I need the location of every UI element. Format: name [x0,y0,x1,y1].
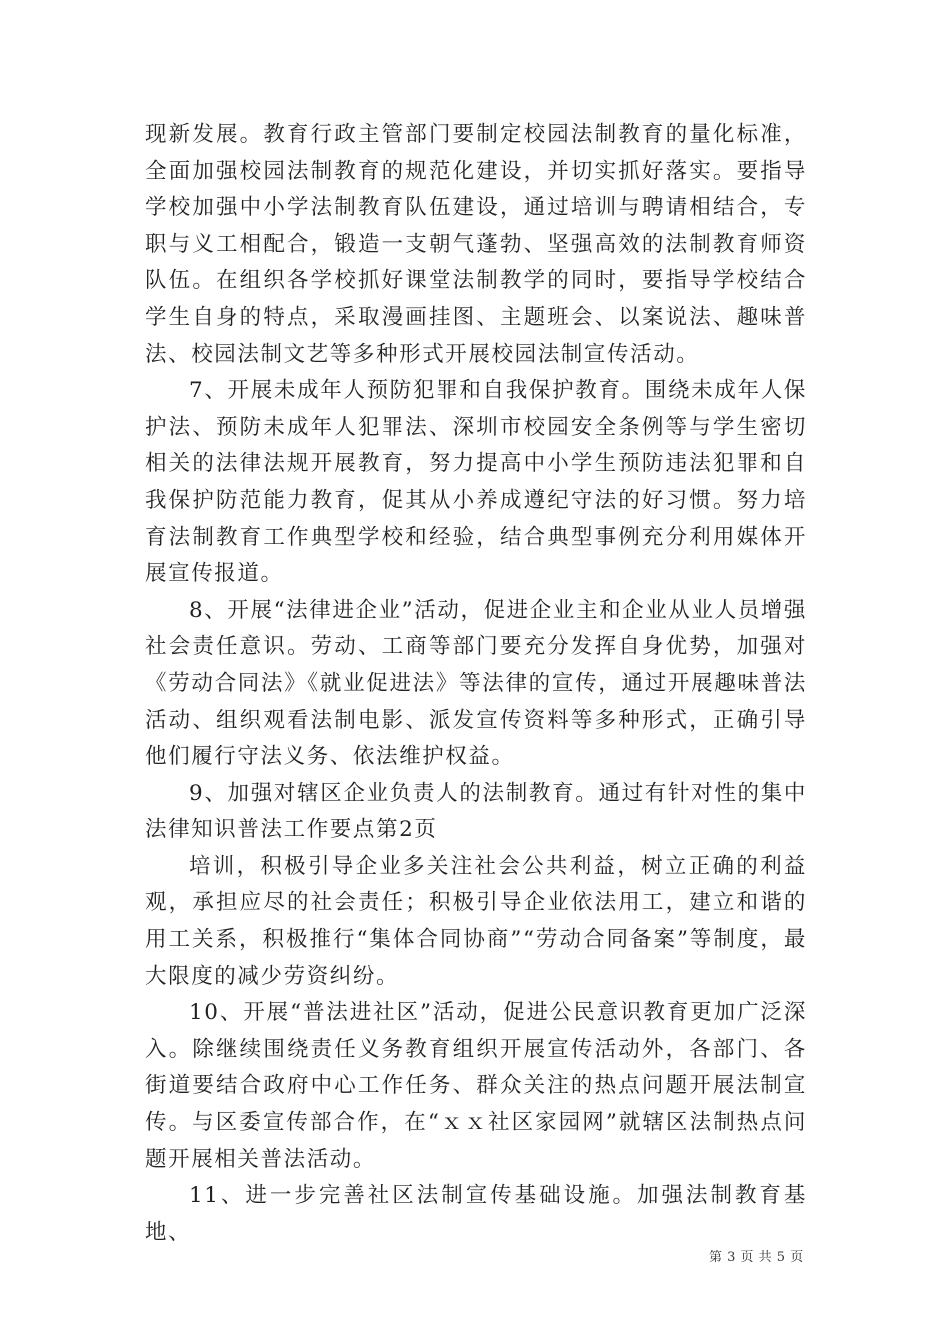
page-number-footer: 第 3 页 共 5 页 [709,1250,804,1265]
paragraph-item-9-continued: 培训，积极引导企业多关注社会公共利益，树立正确的利益观，承担应尽的社会责任；积极引导企业依法用工，建立和谐的用工关系，积极推行“集体合同协商”“劳动合同备案”等制度，最大限度的减少劳资纠纷。 [145,853,807,989]
paragraph-item-11: 11、进一步完善社区法制宣传基础设施。加强法制教育基地、 [145,1183,807,1245]
paragraph-item-10: 10、开展“普法进社区”活动，促进公民意识教育更加广泛深入。除继续围绕责任义务教育组织开展宣传活动外，各部门、各街道要结合政府中心工作任务、群众关注的热点问题开展法制宣传。与区委宣传部合作，在“ｘｘ社区家园网”就辖区法制热点问题开展相关普法活动。 [145,1000,807,1172]
paragraph-continuation: 现新发展。教育行政主管部门要制定校园法制教育的量化标准，全面加强校园法制教育的规范化建设，并切实抓好落实。要指导学校加强中小学法制教育队伍建设，通过培训与聘请相结合，专职与义工相配合，锻造一支朝气蓬勃、坚强高效的法制教育师资队伍。在组织各学校抓好课堂法制教学的同时，要指导学校结合学生自身的特点，采取漫画挂图、主题班会、以案说法、趣味普法、校园法制文艺等多种形式开展校园法制宣传活动。 [145,122,807,367]
document-body [145,117,807,1251]
paragraph-item-7: 7、开展未成年人预防犯罪和自我保护教育。围绕未成年人保护法、预防未成年人犯罪法、深圳市校园安全条例等与学生密切相关的法律法规开展教育，努力提高中小学生预防违法犯罪和自我保护防范能力教育，促其从小养成遵纪守法的好习惯。努力培育法制教育工作典型学校和经验，结合典型事例充分利用媒体开展宣传报道。 [145,378,807,587]
paragraph-item-9: 9、加强对辖区企业负责人的法制教育。通过有针对性的集中法律知识普法工作要点第2页 [145,780,807,843]
paragraph-item-8: 8、开展“法律进企业”活动，促进企业主和企业从业人员增强社会责任意识。劳动、工商等部门要充分发挥自身优势，加强对《劳动合同法》《就业促进法》等法律的宣传，通过开展趣味普法活动、组织观看法制电影、派发宣传资料等多种形式，正确引导他们履行守法义务、依法维护权益。 [145,597,807,770]
